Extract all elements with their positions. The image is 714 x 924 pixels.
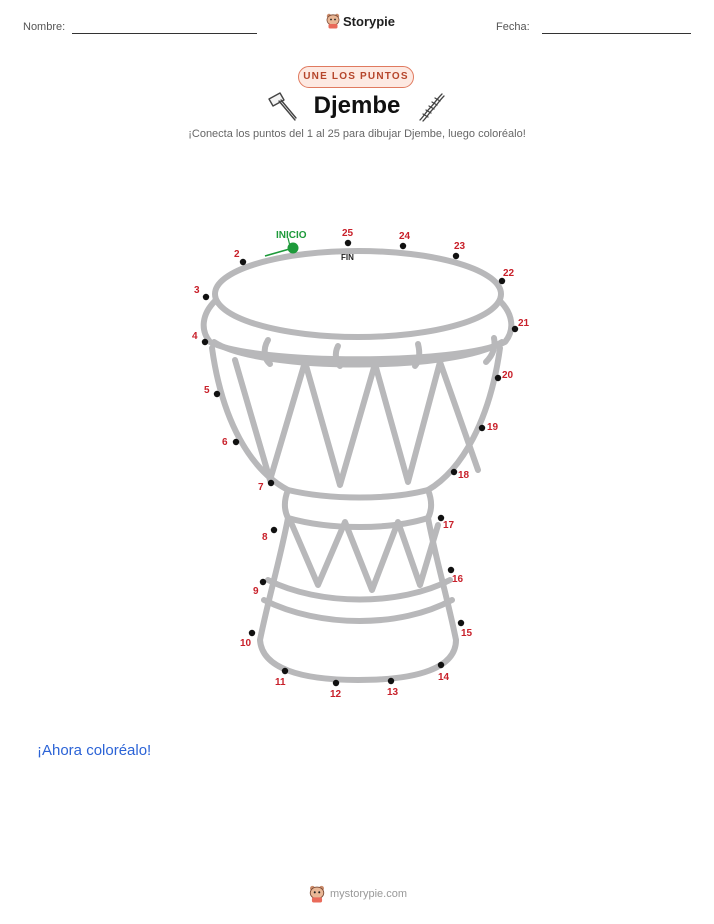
dot-15[interactable] bbox=[458, 620, 464, 626]
dot-19[interactable] bbox=[479, 425, 485, 431]
dot-5[interactable] bbox=[214, 391, 220, 397]
dot-label-24: 24 bbox=[399, 231, 411, 242]
date-label: Fecha: bbox=[496, 21, 530, 33]
dot-9[interactable] bbox=[260, 579, 266, 585]
dot-label-5: 5 bbox=[204, 385, 210, 396]
dot-label-15: 15 bbox=[461, 628, 473, 639]
dot-label-12: 12 bbox=[330, 689, 342, 700]
dot-label-17: 17 bbox=[443, 520, 455, 531]
dot-7[interactable] bbox=[268, 480, 274, 486]
dot-label-2: 2 bbox=[234, 249, 240, 260]
dot-label-14: 14 bbox=[438, 672, 450, 683]
name-label: Nombre: bbox=[23, 21, 66, 33]
footer bbox=[309, 885, 407, 903]
dot-16[interactable] bbox=[448, 567, 454, 573]
dot-14[interactable] bbox=[438, 662, 444, 668]
dot-13[interactable] bbox=[388, 678, 394, 684]
dot-25[interactable] bbox=[345, 240, 351, 246]
footer-mascot-icon bbox=[309, 885, 325, 903]
dot-label-16: 16 bbox=[452, 574, 464, 585]
dot-label-22: 22 bbox=[503, 268, 515, 279]
dot-3[interactable] bbox=[203, 294, 209, 300]
dot-11[interactable] bbox=[282, 668, 288, 674]
activity-badge: UNE LOS PUNTOS bbox=[298, 66, 414, 88]
dot-label-8: 8 bbox=[262, 532, 268, 543]
brand-name: Storypie bbox=[343, 13, 396, 29]
dot-label-13: 13 bbox=[387, 687, 399, 698]
dot-8[interactable] bbox=[271, 527, 277, 533]
dot-24[interactable] bbox=[400, 243, 406, 249]
dot-2[interactable] bbox=[240, 259, 246, 265]
dot-6[interactable] bbox=[233, 439, 239, 445]
dot-label-6: 6 bbox=[222, 437, 228, 448]
dot-label-9: 9 bbox=[253, 586, 259, 597]
dot-18[interactable] bbox=[451, 469, 457, 475]
dot-label-23: 23 bbox=[454, 241, 466, 252]
instructions: ¡Conecta los puntos del 1 al 25 para dibujar Djembe, luego coloréalo! bbox=[188, 128, 526, 140]
dot-label-18: 18 bbox=[458, 470, 470, 481]
dot-label-11: 11 bbox=[275, 677, 286, 688]
dot-label-20: 20 bbox=[502, 370, 514, 381]
dot-12[interactable] bbox=[333, 680, 339, 686]
footer-url[interactable]: mystorypie.com bbox=[330, 888, 408, 900]
dot-label-3: 3 bbox=[194, 285, 200, 296]
dot-label-25: 25 bbox=[342, 228, 354, 239]
dot-10[interactable] bbox=[249, 630, 255, 636]
dot-23[interactable] bbox=[453, 253, 459, 259]
dot-label-4: 4 bbox=[192, 331, 198, 342]
end-label: FIN bbox=[341, 253, 354, 262]
dot-20[interactable] bbox=[495, 375, 501, 381]
start-label: INICIO bbox=[276, 230, 307, 241]
dot-4[interactable] bbox=[202, 339, 208, 345]
dot-label-7: 7 bbox=[258, 482, 264, 493]
page-title: Djembe bbox=[313, 92, 401, 119]
dot-label-21: 21 bbox=[518, 318, 530, 329]
dot-1[interactable] bbox=[288, 243, 299, 254]
djembe-outline bbox=[204, 251, 512, 680]
color-prompt: ¡Ahora coloréalo! bbox=[37, 742, 152, 759]
dot-label-10: 10 bbox=[240, 638, 252, 649]
dot-label-19: 19 bbox=[487, 422, 499, 433]
